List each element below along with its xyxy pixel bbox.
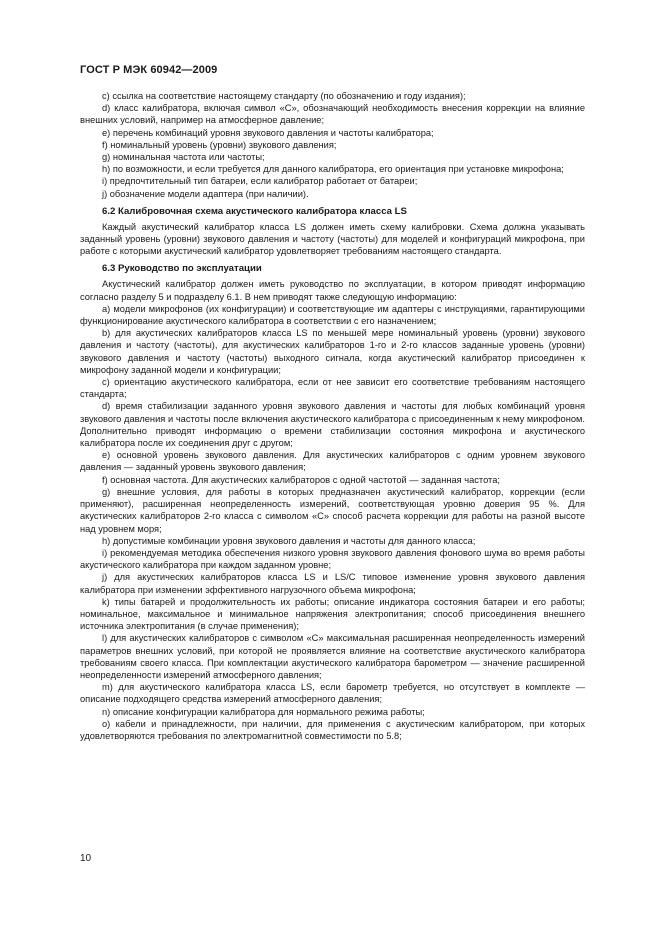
paragraph: k) типы батарей и продолжительность их работы; описание индикатора состояния батареи и его работы; номинальное, максимальное и минимальное напряжения электропитания; способ присоединения внешнего источника электропитания (в случае применения); — [80, 596, 585, 632]
paragraph: a) модели микрофонов (их конфигурации) и соответствующие им адаптеры с инструкциями, гарантирующими функционирование акустического калибратора в соответствии с его назначением; — [80, 303, 585, 327]
paragraph: b) для акустических калибраторов класса LS по меньшей мере номинальный уровень (уровни) звукового давления и частоту (частоты), для акустических калибраторов 1-го и 2-го классов заданные уровень (уровни) звукового давления и частоту (частоты) выходного сигнала, когда акустический калибратор присоединен к микрофону заданной модели и конфигурации; — [80, 328, 585, 375]
paragraph: j) для акустических калибраторов класса LS и LS/C типовое изменение уровня звукового давления калибратора при изменении эффективного нагрузочного объема микрофона; — [80, 572, 585, 595]
paragraph: c) ссылка на соответствие настоящему стандарту (по обозначению и году издания); — [102, 91, 466, 101]
page-number: 10 — [80, 853, 92, 864]
paragraph: h) по возможности, и если требуется для данного калибратора, его ориентация при установке микрофона; — [102, 164, 564, 175]
paragraph: g) номинальная частота или частоты; — [102, 152, 265, 163]
paragraph: c) ориентацию акустического калибратора, если от нее зависит его соответствие требованиям настоящего стандарта; — [80, 377, 585, 400]
document-page — [80, 64, 585, 742]
paragraph: Акустический калибратор должен иметь руководство по эксплуатации, в котором приводят информацию согласно разделу 5 и подразделу 6.1. В нем приводят также следующую информацию: — [80, 279, 585, 302]
section-heading: 6.2 Калибровочная схема акустического калибратора класса LS — [102, 205, 407, 217]
paragraph: d) класс калибратора, включая символ «C», обозначающий необходимость внесения коррекции на влияние внешних условий, например на атмосферное давление; — [80, 103, 585, 126]
section-heading: 6.3 Руководство по эксплуатации — [102, 263, 262, 275]
paragraph: e) основной уровень звукового давления. Для акустических калибраторов с одним уровнем звукового давления — заданный уровень звукового давления; — [80, 450, 585, 473]
paragraph: n) описание конфигурации калибратора для нормального режима работы; — [102, 706, 425, 717]
paragraph: f) номинальный уровень (уровни) звукового давления; — [102, 139, 337, 150]
paragraph: d) время стабилизации заданного уровня звукового давления и частоты для любых комбинаций уровня звукового давления и частоты после включения акустического калибратора с присоединенным к нему микрофоном. Дополнительно приводят информацию о времени стабилизации состояния микрофона и акустического калибратора после их соединения друг с другом; — [80, 401, 585, 449]
document-header: ГОСТ Р МЭК 60942—2009 — [80, 64, 218, 76]
paragraph: o) кабели и принадлежности, при наличии, для применения с акустическим калибратором, при которых удовлетворяются требования по электромагнитной совместимости по 5.8; — [80, 718, 585, 741]
paragraph: m) для акустического калибратора класса LS, если барометр требуется, но отсутствует в комплекте — описание подходящего средства измерений атмосферного давления; — [80, 682, 585, 705]
paragraph: g) внешние условия, для работы в которых предназначен акустический калибратор, коррекции (если применяют), расширенная неопределенность измерений, соответствующая уровню доверия 95 %. Для акустических калибраторов 2-го класса с символом «C» способ расчета коррекции для работы на разной высоте над уровнем моря; — [80, 486, 585, 534]
paragraph: i) предпочтительный тип батареи, если калибратор работает от батареи; — [102, 176, 418, 187]
document-body — [80, 90, 585, 742]
paragraph: j) обозначение модели адаптера (при наличии). — [102, 188, 309, 199]
paragraph: f) основная частота. Для акустических калибраторов с одной частотой — заданная частота; — [102, 474, 500, 485]
paragraph: l) для акустических калибраторов с символом «C» максимальная расширенная неопределенность измерений параметров внешних условий, при которой не проявляется влияние на соответствие акустического калибратора требованиям своего класса. При комплектации акустического калибратора барометром — значение расширенной неопределенности измерений атмосферного давления; — [80, 633, 585, 680]
paragraph: Каждый акустический калибратор класса LS должен иметь схему калибровки. Схема должна указывать заданный уровень (уровни) звукового давления и частоту (частоты) для моделей и конфигураций микрофона, при работе с которыми акустический калибратор удовлетворяет требованиям настоящего стандарта. — [80, 221, 585, 257]
paragraph: h) допустимые комбинации уровня звукового давления и частоты для данного класса; — [102, 535, 476, 546]
paragraph: e) перечень комбинаций уровня звукового давления и частоты калибратора; — [102, 127, 434, 138]
paragraph: i) рекомендуемая методика обеспечения низкого уровня звукового давления фонового шума во время работы акустического калибратора при каждом заданном уровне; — [80, 547, 585, 571]
